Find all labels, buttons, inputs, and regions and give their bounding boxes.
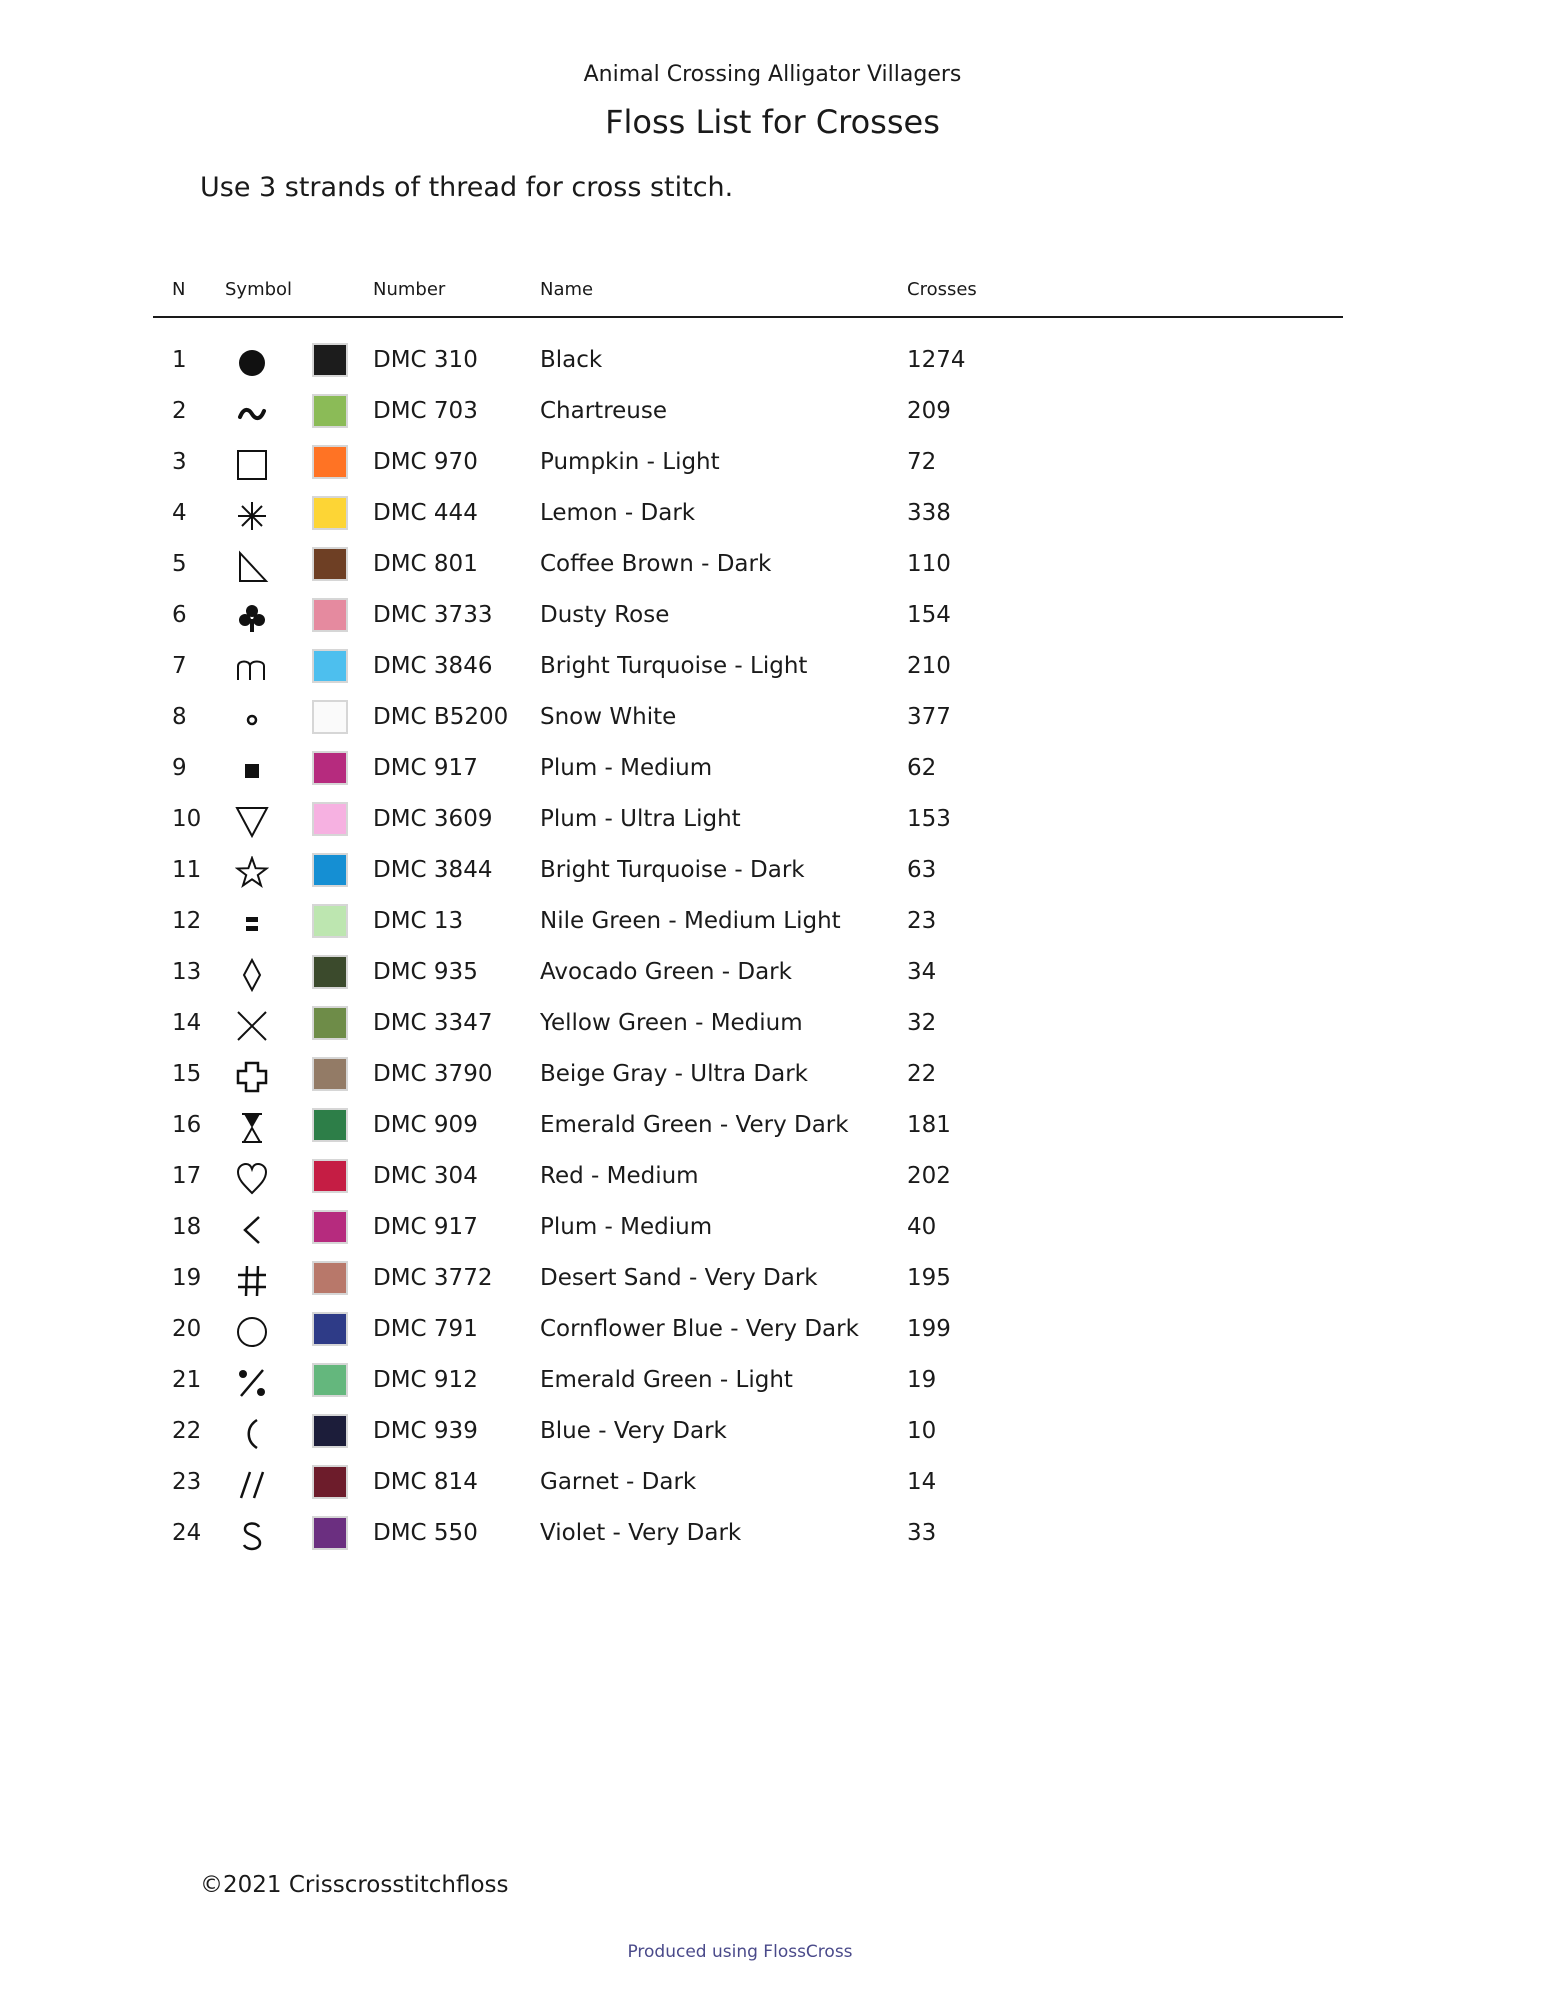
row-number: 15 — [172, 1061, 202, 1087]
row-number: 8 — [172, 704, 187, 730]
row-number: 2 — [172, 398, 187, 424]
color-swatch — [312, 955, 348, 989]
color-swatch — [312, 700, 348, 734]
row-number: 21 — [172, 1367, 202, 1393]
table-row — [0, 337, 1545, 388]
table-row — [0, 847, 1545, 898]
row-number: 17 — [172, 1163, 202, 1189]
floss-number: DMC 935 — [373, 959, 478, 985]
cross-count: 377 — [907, 704, 951, 730]
floss-number: DMC 550 — [373, 1520, 478, 1546]
floss-number: DMC 13 — [373, 908, 464, 934]
cross-count: 19 — [907, 1367, 937, 1393]
floss-number: DMC 703 — [373, 398, 478, 424]
floss-table-body — [0, 337, 1545, 1561]
column-header-number: Number — [373, 279, 446, 300]
table-row — [0, 898, 1545, 949]
floss-number: DMC 304 — [373, 1163, 478, 1189]
color-swatch — [312, 1516, 348, 1550]
color-swatch — [312, 853, 348, 887]
row-number: 14 — [172, 1010, 202, 1036]
color-swatch — [312, 547, 348, 581]
page-subtitle: Animal Crossing Alligator Villagers — [583, 62, 962, 87]
table-row — [0, 1459, 1545, 1510]
star-icon — [230, 853, 274, 893]
table-row — [0, 1000, 1545, 1051]
color-swatch — [312, 394, 348, 428]
floss-number: DMC B5200 — [373, 704, 509, 730]
row-number: 13 — [172, 959, 202, 985]
row-number: 10 — [172, 806, 202, 832]
floss-number: DMC 814 — [373, 1469, 478, 1495]
floss-name: Lemon - Dark — [540, 500, 696, 526]
table-row — [0, 439, 1545, 490]
floss-name: Pumpkin - Light — [540, 449, 720, 475]
color-swatch — [312, 445, 348, 479]
table-row — [0, 1153, 1545, 1204]
cross-count: 63 — [907, 857, 937, 883]
cross-count: 202 — [907, 1163, 951, 1189]
floss-name: Bright Turquoise - Light — [540, 653, 808, 679]
row-number: 9 — [172, 755, 187, 781]
small-circle-icon — [230, 700, 274, 740]
color-swatch — [312, 1006, 348, 1040]
floss-name: Blue - Very Dark — [540, 1418, 727, 1444]
open-circle-icon — [230, 1312, 274, 1352]
floss-name: Desert Sand - Very Dark — [540, 1265, 818, 1291]
floss-number: DMC 3347 — [373, 1010, 493, 1036]
percent-icon — [230, 1363, 274, 1403]
floss-name: Bright Turquoise - Dark — [540, 857, 805, 883]
heart-icon — [230, 1159, 274, 1199]
floss-name: Emerald Green - Light — [540, 1367, 793, 1393]
cross-count: 153 — [907, 806, 951, 832]
cross-count: 154 — [907, 602, 951, 628]
color-swatch — [312, 1261, 348, 1295]
cross-count: 33 — [907, 1520, 937, 1546]
open-square-icon — [230, 445, 274, 485]
table-row — [0, 388, 1545, 439]
color-swatch — [312, 1312, 348, 1346]
table-row — [0, 592, 1545, 643]
table-header — [0, 275, 1545, 305]
row-number: 16 — [172, 1112, 202, 1138]
floss-number: DMC 939 — [373, 1418, 478, 1444]
row-number: 23 — [172, 1469, 202, 1495]
floss-name: Red - Medium — [540, 1163, 699, 1189]
row-number: 12 — [172, 908, 202, 934]
hourglass-icon — [230, 1108, 274, 1148]
floss-number: DMC 310 — [373, 347, 478, 373]
floss-name: Avocado Green - Dark — [540, 959, 792, 985]
table-row — [0, 745, 1545, 796]
row-number: 5 — [172, 551, 187, 577]
down-triangle-icon — [230, 802, 274, 842]
diamond-icon — [230, 955, 274, 995]
color-swatch — [312, 904, 348, 938]
floss-name: Plum - Medium — [540, 755, 713, 781]
row-number: 20 — [172, 1316, 202, 1342]
cross-count: 195 — [907, 1265, 951, 1291]
column-header-symbol: Symbol — [225, 279, 293, 300]
table-row — [0, 1204, 1545, 1255]
less-than-icon — [230, 1210, 274, 1250]
row-number: 11 — [172, 857, 202, 883]
club-icon — [230, 598, 274, 638]
cross-count: 22 — [907, 1061, 937, 1087]
floss-name: Chartreuse — [540, 398, 668, 424]
color-swatch — [312, 1159, 348, 1193]
floss-name: Emerald Green - Very Dark — [540, 1112, 849, 1138]
tilde-icon — [230, 394, 274, 434]
cross-count: 40 — [907, 1214, 937, 1240]
floss-number: DMC 3844 — [373, 857, 493, 883]
floss-number: DMC 3733 — [373, 602, 493, 628]
table-row — [0, 1051, 1545, 1102]
table-row — [0, 1102, 1545, 1153]
color-swatch — [312, 802, 348, 836]
floss-number: DMC 3609 — [373, 806, 493, 832]
table-row — [0, 490, 1545, 541]
cross-count: 14 — [907, 1469, 937, 1495]
row-number: 7 — [172, 653, 187, 679]
color-swatch — [312, 1210, 348, 1244]
floss-name: Beige Gray - Ultra Dark — [540, 1061, 808, 1087]
color-swatch — [312, 1414, 348, 1448]
cross-count: 338 — [907, 500, 951, 526]
cross-count: 32 — [907, 1010, 937, 1036]
filled-circle-icon — [230, 343, 274, 383]
table-row — [0, 1408, 1545, 1459]
cross-count: 110 — [907, 551, 951, 577]
cross-count: 210 — [907, 653, 951, 679]
table-row — [0, 694, 1545, 745]
m-curve-icon — [230, 649, 274, 689]
cross-count: 23 — [907, 908, 937, 934]
floss-number: DMC 912 — [373, 1367, 478, 1393]
row-number: 6 — [172, 602, 187, 628]
color-swatch — [312, 751, 348, 785]
floss-name: Coffee Brown - Dark — [540, 551, 772, 577]
floss-number: DMC 3846 — [373, 653, 493, 679]
table-row — [0, 1510, 1545, 1561]
cross-count: 209 — [907, 398, 951, 424]
table-row — [0, 1357, 1545, 1408]
row-number: 24 — [172, 1520, 202, 1546]
color-swatch — [312, 343, 348, 377]
header-divider — [153, 316, 1343, 318]
row-number: 4 — [172, 500, 187, 526]
floss-name: Plum - Ultra Light — [540, 806, 741, 832]
floss-name: Yellow Green - Medium — [540, 1010, 803, 1036]
color-swatch — [312, 598, 348, 632]
row-number: 19 — [172, 1265, 202, 1291]
copyright-text: ©2021 Crisscrosstitchfloss — [200, 1872, 509, 1898]
table-row — [0, 643, 1545, 694]
s-letter-icon — [230, 1516, 274, 1556]
floss-number: DMC 801 — [373, 551, 478, 577]
cross-count: 181 — [907, 1112, 951, 1138]
row-number: 18 — [172, 1214, 202, 1240]
x-cross-icon — [230, 1006, 274, 1046]
asterisk-icon — [230, 496, 274, 536]
cross-count: 62 — [907, 755, 937, 781]
row-number: 3 — [172, 449, 187, 475]
floss-name: Dusty Rose — [540, 602, 670, 628]
floss-number: DMC 3790 — [373, 1061, 493, 1087]
floss-name: Plum - Medium — [540, 1214, 713, 1240]
floss-name: Nile Green - Medium Light — [540, 908, 841, 934]
color-swatch — [312, 1057, 348, 1091]
table-row — [0, 796, 1545, 847]
cross-count: 10 — [907, 1418, 937, 1444]
color-swatch — [312, 1108, 348, 1142]
color-swatch — [312, 1363, 348, 1397]
row-number: 22 — [172, 1418, 202, 1444]
floss-name: Black — [540, 347, 603, 373]
color-swatch — [312, 1465, 348, 1499]
small-square-icon — [230, 751, 274, 791]
cross-count: 72 — [907, 449, 937, 475]
color-swatch — [312, 496, 348, 530]
cross-count: 199 — [907, 1316, 951, 1342]
column-header-crosses: Crosses — [907, 279, 977, 300]
floss-name: Violet - Very Dark — [540, 1520, 742, 1546]
hash-icon — [230, 1261, 274, 1301]
floss-number: DMC 917 — [373, 1214, 478, 1240]
color-swatch — [312, 649, 348, 683]
instructions-text: Use 3 strands of thread for cross stitch. — [200, 172, 734, 203]
floss-name: Snow White — [540, 704, 677, 730]
column-header-name: Name — [540, 279, 594, 300]
table-row — [0, 1255, 1545, 1306]
table-row — [0, 949, 1545, 1000]
right-triangle-icon — [230, 547, 274, 587]
page-title: Floss List for Crosses — [605, 103, 940, 141]
table-row — [0, 541, 1545, 592]
double-slash-icon — [230, 1465, 274, 1505]
paren-icon — [230, 1414, 274, 1454]
floss-name: Garnet - Dark — [540, 1469, 697, 1495]
floss-number: DMC 3772 — [373, 1265, 493, 1291]
cross-count: 34 — [907, 959, 937, 985]
floss-number: DMC 917 — [373, 755, 478, 781]
floss-number: DMC 909 — [373, 1112, 478, 1138]
plus-outline-icon — [230, 1057, 274, 1097]
floss-number: DMC 444 — [373, 500, 478, 526]
row-number: 1 — [172, 347, 187, 373]
table-row — [0, 1306, 1545, 1357]
floss-number: DMC 970 — [373, 449, 478, 475]
column-header-n: N — [172, 279, 186, 300]
cross-count: 1274 — [907, 347, 966, 373]
floss-name: Cornflower Blue - Very Dark — [540, 1316, 859, 1342]
equals-icon — [230, 904, 274, 944]
produced-by-text: Produced using FlossCross — [627, 1942, 853, 1962]
floss-number: DMC 791 — [373, 1316, 478, 1342]
